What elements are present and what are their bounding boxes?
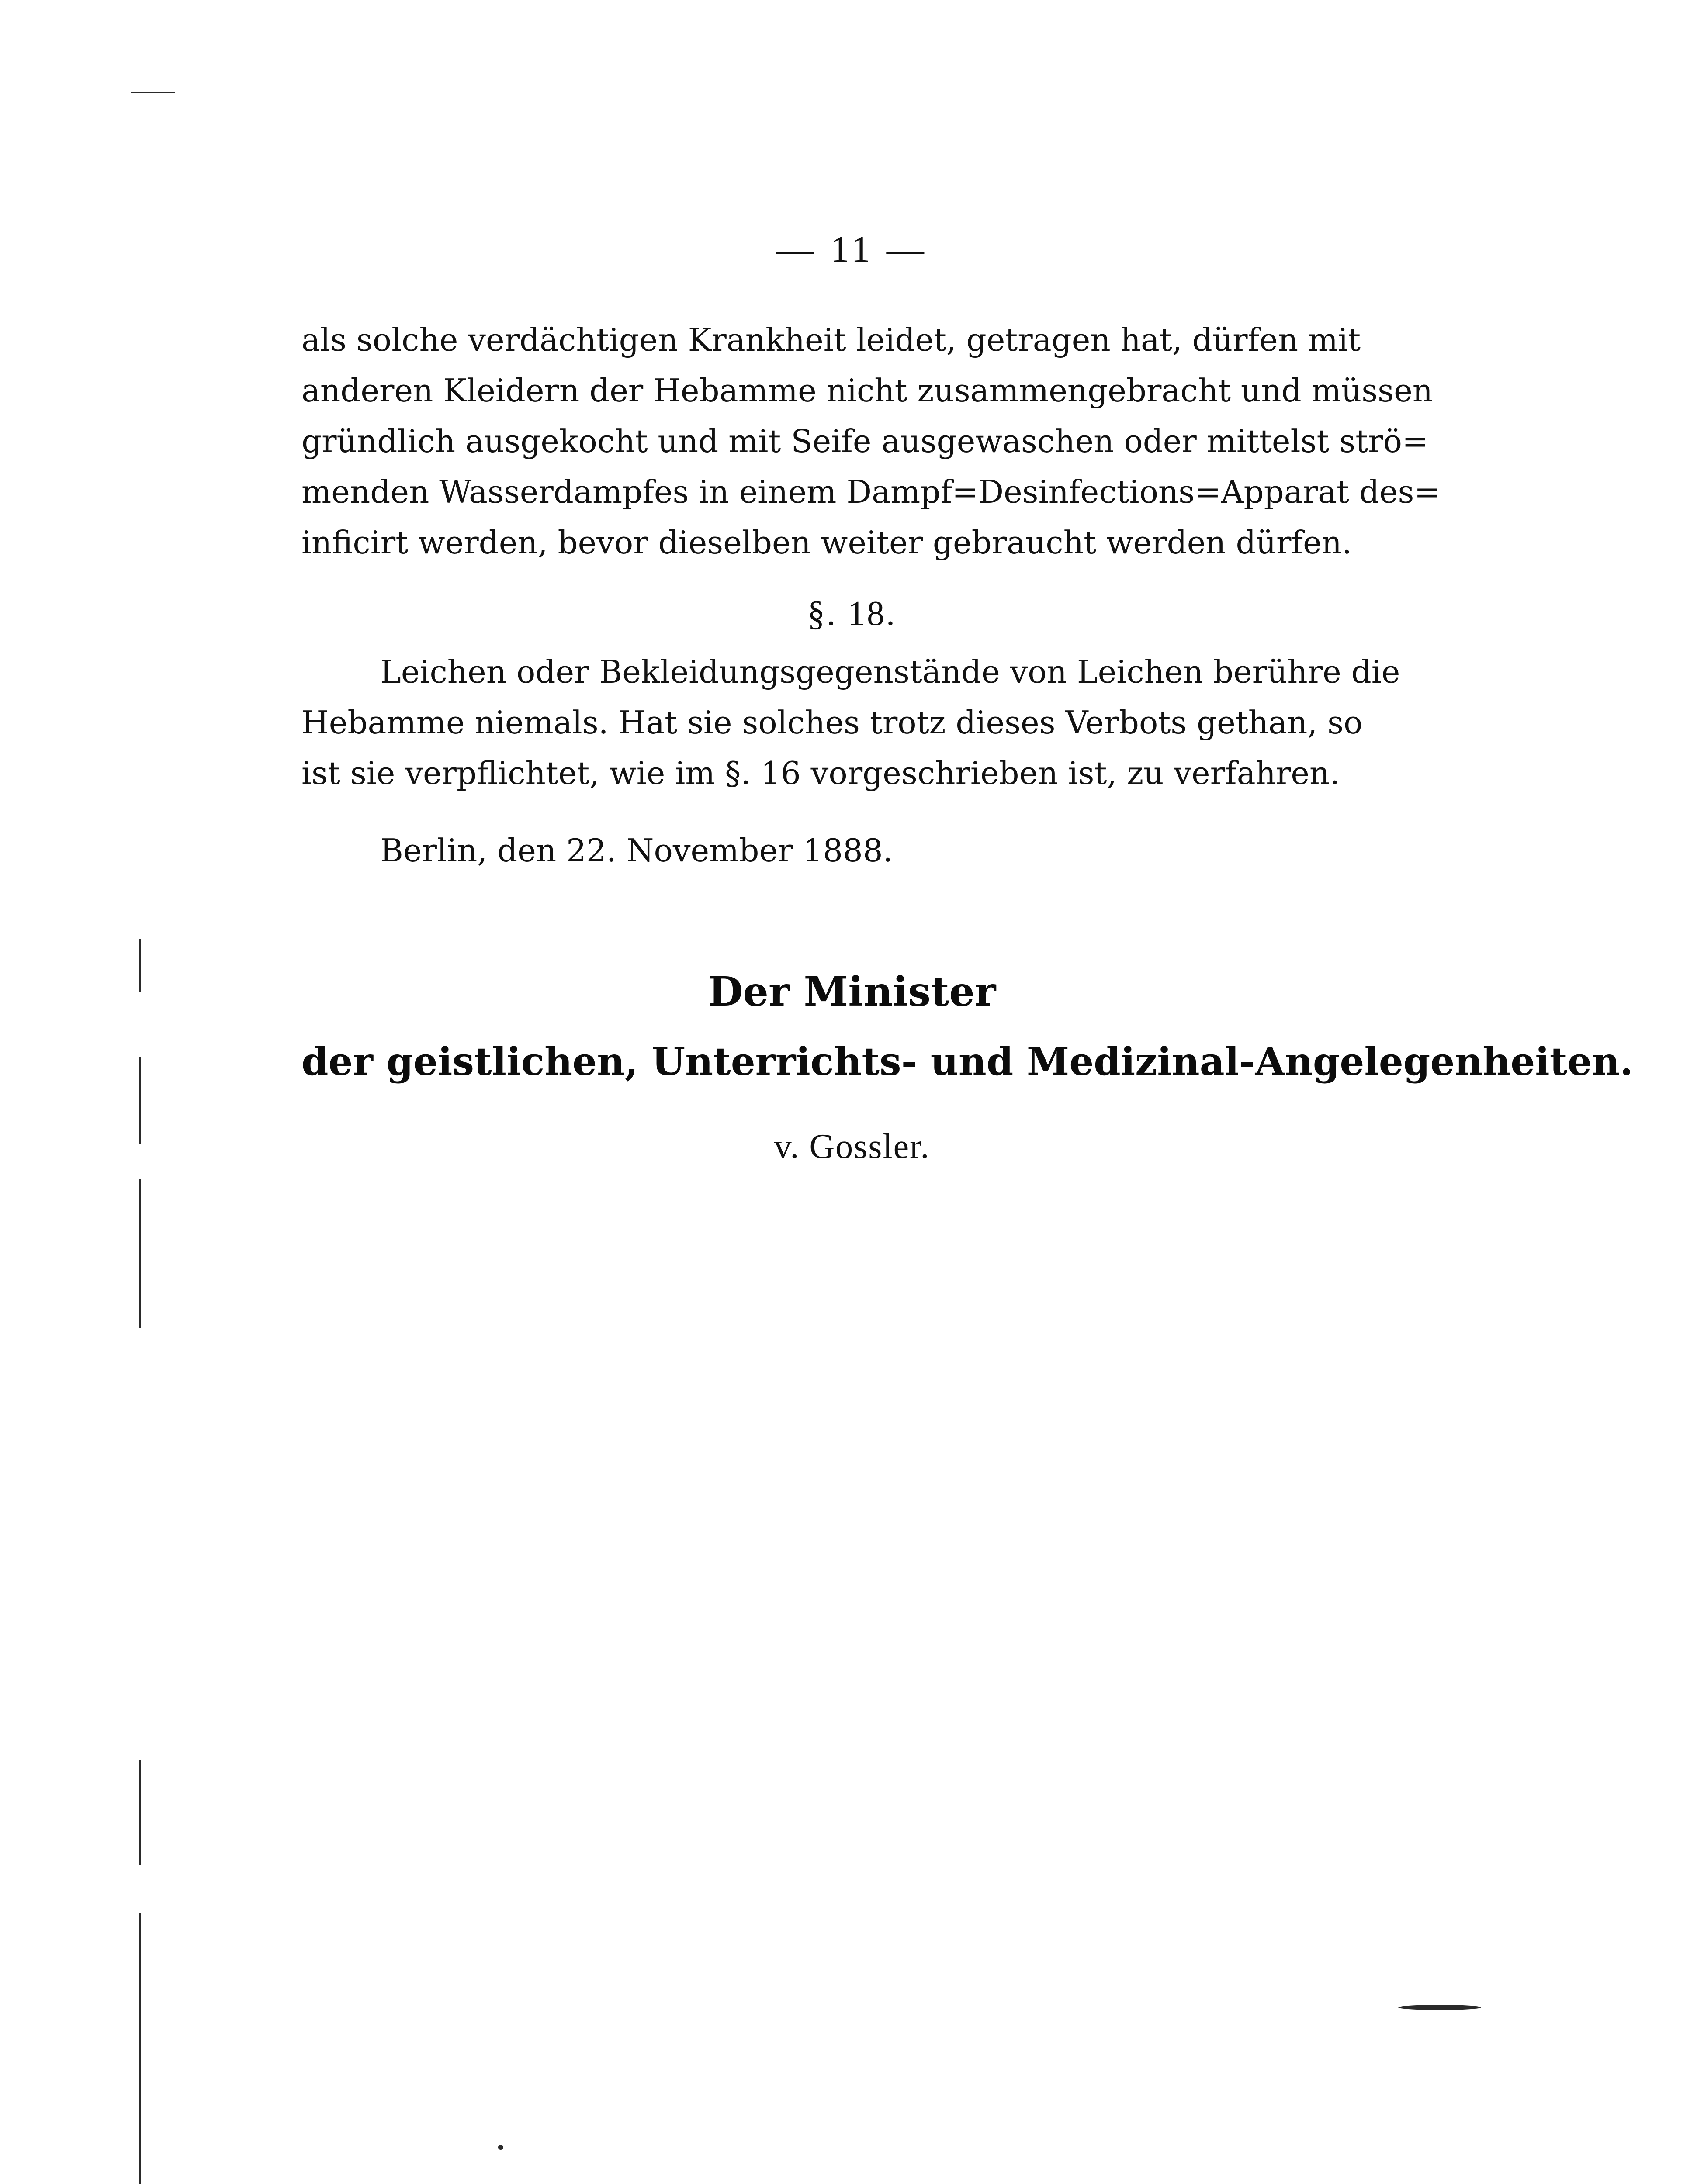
- paragraph-line: gründlich ausgekocht und mit Seife ausgewaschen oder mittelst strö=: [301, 423, 1429, 460]
- signature-name: v. Gossler.: [774, 1127, 930, 1166]
- scan-smudge: [1398, 2005, 1481, 2010]
- paragraph-line: Hebamme niemals. Hat sie solches trotz dieses Verbots gethan, so: [301, 704, 1363, 741]
- scan-margin-line: [139, 939, 141, 992]
- paragraph-line: anderen Kleidern der Hebamme nicht zusammengebracht und müssen: [301, 372, 1433, 409]
- scan-speck: [131, 92, 175, 93]
- paragraph-line: menden Wasserdampfes in einem Dampf=Desinfections=Apparat des=: [301, 473, 1441, 510]
- scan-speck: [498, 2145, 503, 2150]
- paragraph-line: Leichen oder Bekleidungsgegenstände von Leichen berühre die: [380, 653, 1400, 690]
- scan-margin-line: [139, 1913, 141, 2184]
- paragraph-continuation: [301, 314, 1441, 568]
- scan-margin-line: [139, 1760, 141, 1865]
- section-heading: §. 18.: [807, 594, 897, 633]
- paragraph-line: ist sie verpflichtet, wie im §. 16 vorgeschrieben ist, zu verfahren.: [301, 755, 1340, 791]
- section-paragraph: [301, 646, 1400, 798]
- paragraph-line: inficirt werden, bevor dieselben weiter gebraucht werden dürfen.: [301, 524, 1352, 561]
- paragraph-line: als solche verdächtigen Krankheit leidet, getragen hat, dürfen mit: [301, 321, 1361, 358]
- ministry-department: der geistlichen, Unterrichts- und Medizinal-Angelegenheiten.: [301, 1039, 1633, 1084]
- dateline: Berlin, den 22. November 1888.: [380, 832, 893, 869]
- scan-margin-line: [139, 1057, 141, 1144]
- page-number: — 11 —: [776, 228, 928, 270]
- minister-title: Der Minister: [708, 968, 996, 1015]
- scan-margin-line: [139, 1179, 141, 1328]
